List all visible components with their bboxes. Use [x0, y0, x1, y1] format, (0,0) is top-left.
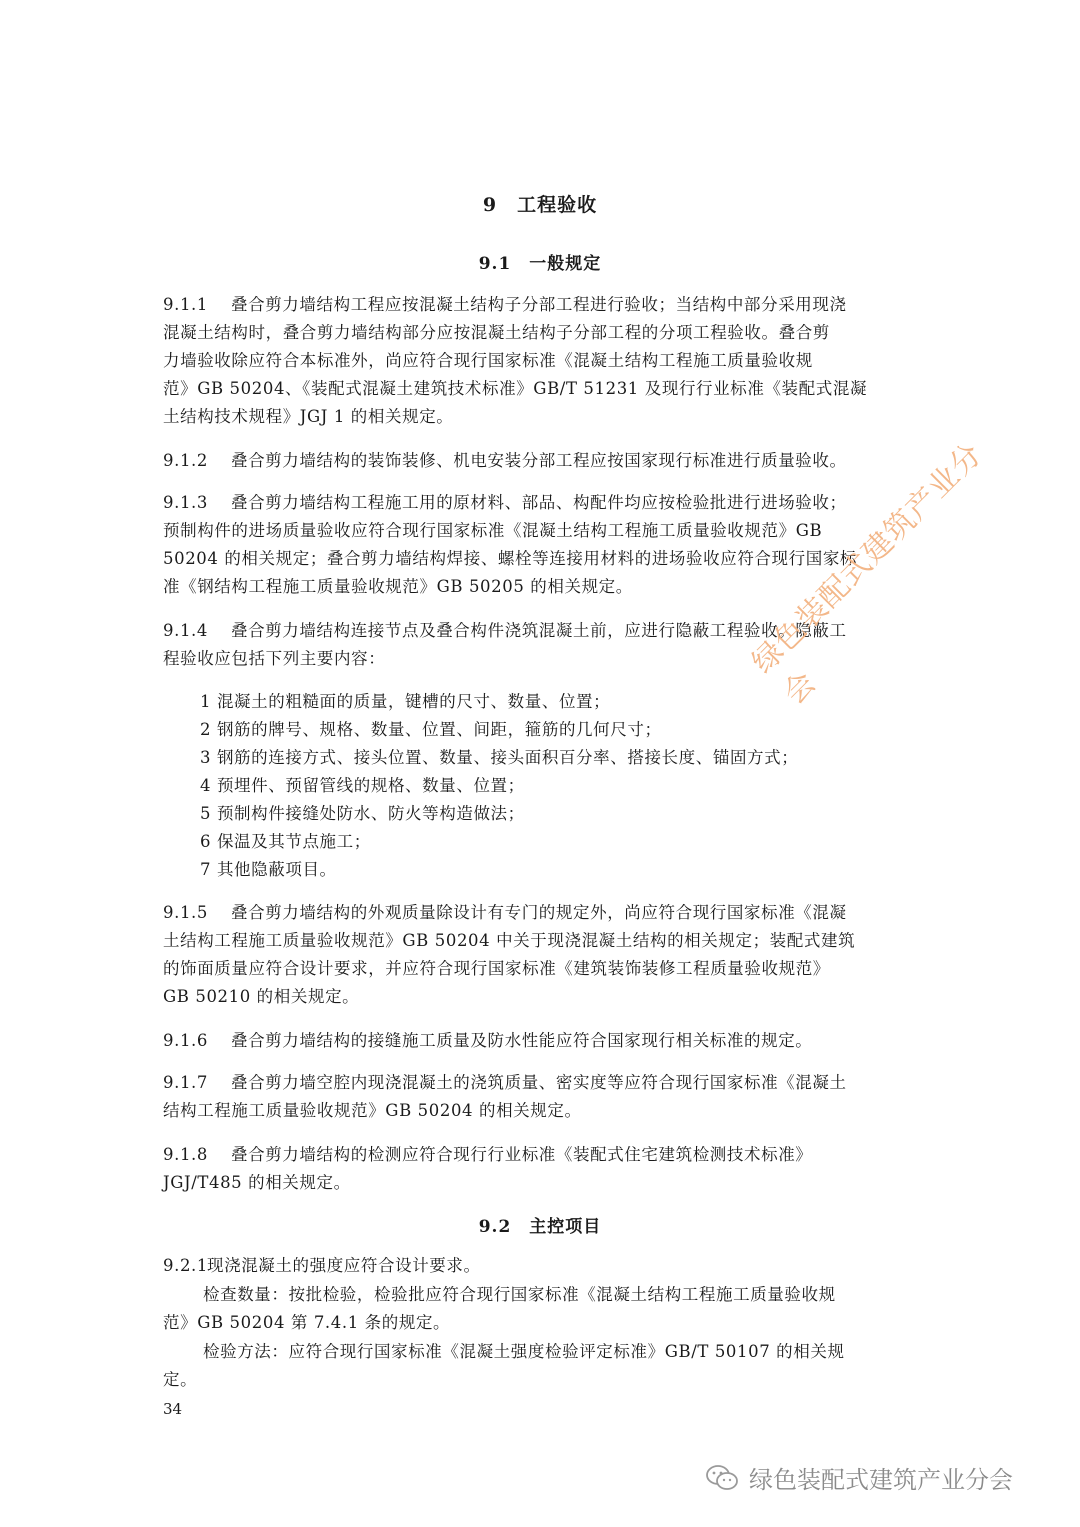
clause-9-1-3-line-3: 50204 的相关规定；叠合剪力墙结构焊接、螺栓等连接用材料的进场验收应符合现行国家标 [163, 549, 858, 568]
clause-9-1-4-line-2: 程验收应包括下列主要内容： [163, 649, 386, 668]
clause-number: 9.1.3 [163, 493, 208, 512]
watermark: 绿色装配式建筑产业分会 [745, 436, 990, 712]
clause-9-1-1-line-4: 范》GB 50204、《装配式混凝土建筑技术标准》GB/T 51231 及现行行业标准《装配式混凝 [163, 379, 868, 398]
check-quantity-line-2: 范》GB 50204 第 7.4.1 条的规定。 [163, 1313, 451, 1332]
clause-number: 9.1.2 [163, 451, 208, 470]
clause-number: 9.1.1 [163, 295, 208, 314]
list-item: 3 钢筋的连接方式、接头位置、数量、接头面积百分率、搭接长度、锚固方式； [200, 748, 799, 767]
clause-number: 9.1.6 [163, 1031, 208, 1050]
clause-9-1-6-line-1: 9.1.6 叠合剪力墙结构的接缝施工质量及防水性能应符合国家现行相关标准的规定。 [163, 1031, 813, 1050]
clause-9-1-5-line-1: 9.1.5 叠合剪力墙结构的外观质量除设计有专门的规定外，尚应符合现行国家标准《混凝 [163, 903, 847, 922]
clause-9-1-2-line-1: 9.1.2 叠合剪力墙结构的装饰装修、机电安装分部工程应按国家现行标准进行质量验收。 [163, 451, 847, 470]
clause-9-1-1-line-1: 9.1.1 叠合剪力墙结构工程应按混凝土结构子分部工程进行验收；当结构中部分采用现浇 [163, 295, 847, 314]
chapter-title: 9 工程验收 [482, 194, 598, 216]
section-title-9-1: 9.1 一般规定 [478, 254, 602, 274]
clause-9-1-7-line-1: 9.1.7 叠合剪力墙空腔内现浇混凝土的浇筑质量、密实度等应符合现行国家标准《混凝土 [163, 1073, 847, 1092]
list-item: 1 混凝土的粗糙面的质量，键槽的尺寸、数量、位置； [200, 692, 611, 711]
clause-9-1-3-line-2: 预制构件的进场质量验收应符合现行国家标准《混凝土结构工程施工质量验收规范》GB [163, 521, 823, 540]
clause-number: 9.1.5 [163, 903, 208, 922]
section-title-9-2: 9.2 主控项目 [478, 1217, 602, 1237]
clause-9-1-8-line-2: JGJ/T485 的相关规定。 [163, 1173, 351, 1192]
clause-9-1-1-line-2: 混凝土结构时，叠合剪力墙结构部分应按混凝土结构子分部工程的分项工程验收。叠合剪 [163, 323, 830, 342]
check-method-line-1: 检验方法：应符合现行国家标准《混凝土强度检验评定标准》GB/T 50107 的相关规 [203, 1342, 845, 1361]
clause-number: 9.1.8 [163, 1145, 208, 1164]
footer-brand-text: 绿色装配式建筑产业分会 [749, 1466, 1013, 1494]
clause-9-1-4-line-1: 9.1.4 叠合剪力墙结构连接节点及叠合构件浇筑混凝土前，应进行隐蔽工程验收。隐蔽工 [163, 621, 847, 640]
check-method-line-2: 定。 [163, 1370, 198, 1389]
clause-9-2-1-line-1: 9.2.1现浇混凝土的强度应符合设计要求。 [163, 1256, 481, 1275]
clause-number: 9.1.4 [163, 621, 208, 640]
clause-9-1-1-line-3: 力墙验收除应符合本标准外，尚应符合现行国家标准《混凝土结构工程施工质量验收规 [163, 351, 813, 370]
list-item: 2 钢筋的牌号、规格、数量、位置、间距，箍筋的几何尺寸； [200, 720, 662, 739]
list-item: 7 其他隐蔽项目。 [200, 860, 337, 879]
clause-9-1-5-line-3: 的饰面质量应符合设计要求，并应符合现行国家标准《建筑装饰装修工程质量验收规范》 [163, 959, 830, 978]
clause-number: 9.2.1 [163, 1256, 208, 1275]
clause-9-1-8-line-1: 9.1.8 叠合剪力墙结构的检测应符合现行行业标准《装配式住宅建筑检测技术标准》 [163, 1145, 813, 1164]
list-item: 4 预埋件、预留管线的规格、数量、位置； [200, 776, 525, 795]
check-quantity-line-1: 检查数量：按批检验，检验批应符合现行国家标准《混凝土结构工程施工质量验收规 [203, 1285, 836, 1304]
page-number: 34 [163, 1400, 183, 1418]
footer-brand [705, 1460, 1013, 1495]
clause-9-1-3-line-1: 9.1.3 叠合剪力墙结构工程施工用的原材料、部品、构配件均应按检验批进行进场验收； [163, 493, 847, 512]
clause-number: 9.1.7 [163, 1073, 208, 1092]
list-item: 5 预制构件接缝处防水、防火等构造做法； [200, 804, 525, 823]
list-item: 6 保温及其节点施工； [200, 832, 371, 851]
clause-9-1-5-line-4: GB 50210 的相关规定。 [163, 987, 360, 1006]
clause-9-1-7-line-2: 结构工程施工质量验收规范》GB 50204 的相关规定。 [163, 1101, 582, 1120]
clause-9-1-3-line-4: 准《钢结构工程施工质量验收规范》GB 50205 的相关规定。 [163, 577, 633, 596]
clause-9-1-1-line-5: 土结构技术规程》JGJ 1 的相关规定。 [163, 407, 454, 426]
wechat-icon [705, 1464, 739, 1492]
clause-9-1-5-line-2: 土结构工程施工质量验收规范》GB 50204 中关于现浇混凝土结构的相关规定；装配式建筑 [163, 931, 856, 950]
